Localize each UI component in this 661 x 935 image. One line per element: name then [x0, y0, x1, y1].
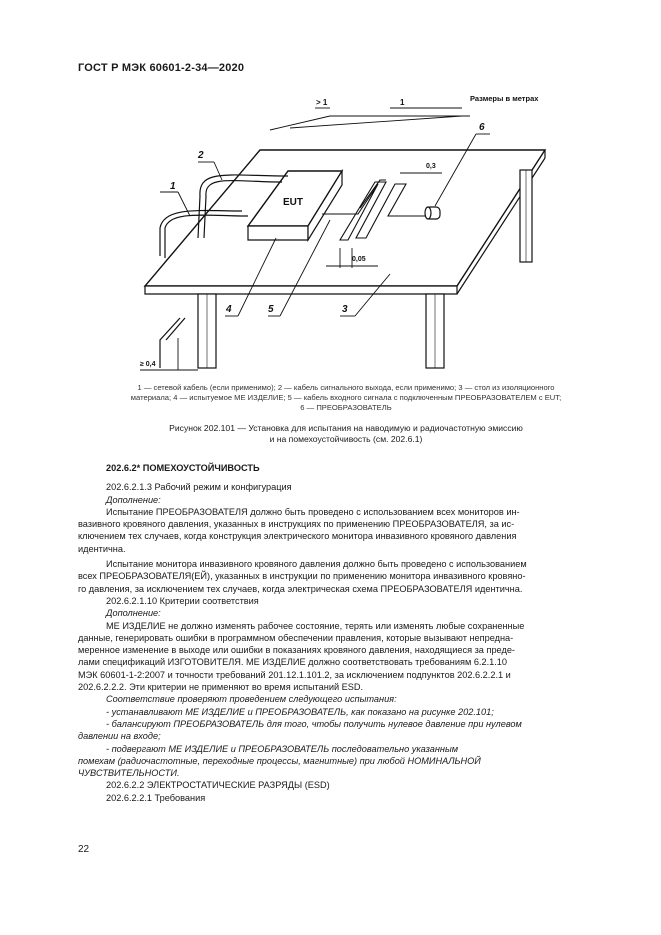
paragraph — [78, 620, 614, 694]
caption-line: Рисунок 202.101 — Установка для испытания на наводимую и радиочастотную эмиссию — [169, 423, 523, 433]
text-line: идентична. — [78, 543, 126, 554]
subsection-title: 202.6.2.1.3 Рабочий режим и конфигурация — [106, 482, 292, 493]
text-line: го давления, за исключением тех случаев, когда электрическая схема ПРЕОБРАЗОВАТЕЛЯ идентична. — [78, 583, 523, 594]
compliance-text: Соответствие проверяют проведением следующего испытания: — [106, 694, 397, 705]
dimension-1: 1 — [400, 98, 405, 107]
text-line: меренное изменение в выходе или ошибки в показаниях кровяного давления, находящиеся за преде- — [78, 645, 515, 656]
paragraph — [78, 506, 614, 555]
callout-3: 3 — [342, 304, 348, 315]
list-item — [78, 743, 614, 780]
document-body — [78, 462, 614, 804]
text-line: данные, генерировать ошибки в программном обеспечении правления, которые вызывают непредна- — [78, 632, 514, 643]
addition-label: Дополнение: — [106, 608, 161, 619]
text-line: - подвергают МЕ ИЗДЕЛИЕ и ПРЕОБРАЗОВАТЕЛЬ последовательно указанным — [106, 743, 459, 754]
legend-line: 1 — сетевой кабель (если применимо); 2 — кабель сигнального выхода, если применимо; 3 — стол из изоляционного — [137, 383, 555, 392]
legend-line: материала; 4 — испытуемое МЕ ИЗДЕЛИЕ; 5 — кабель входного сигнала с подключенным ПРЕОБРАЗОВАТЕЛЕМ с EUT; — [130, 393, 562, 402]
callout-2: 2 — [198, 150, 204, 161]
dimension-0-05: 0,05 — [352, 256, 366, 263]
test-setup-drawing — [90, 88, 580, 380]
page-number: 22 — [78, 844, 90, 855]
text-line: вазивного кровяного давления, указанных в инструкциях по применению ПРЕОБРАЗОВАТЕЛЯ, за ис- — [78, 519, 515, 530]
figure-caption — [98, 423, 594, 445]
text-line: - балансируют ПРЕОБРАЗОВАТЕЛЬ для того, чтобы получить нулевое давление при нулевом — [106, 718, 522, 729]
document-header: ГОСТ Р МЭК 60601-2-34—2020 — [78, 62, 245, 74]
eut-label: EUT — [283, 197, 303, 208]
text-line: МЭК 60601-1-2:2007 и точности требований 201.12.1.101.2, за исключением подпунктов 202.6.2.2.1 и — [78, 669, 511, 680]
legend-line: 6 — ПРЕОБРАЗОВАТЕЛЬ — [300, 403, 392, 412]
paragraph — [78, 558, 614, 595]
text-line: лами спецификаций ИЗГОТОВИТЕЛЯ. МЕ ИЗДЕЛИЕ должно соответствовать требованиям 6.2.1.10 — [78, 657, 508, 668]
caption-line: и на помехоустойчивость (см. 202.6.1) — [269, 434, 423, 444]
text-line: Испытание ПРЕОБРАЗОВАТЕЛЯ должно быть проведено с использованием всех мониторов ин- — [106, 506, 520, 517]
units-note: Размеры в метрах — [470, 94, 539, 103]
callout-5: 5 — [268, 304, 274, 315]
table-top-edge — [145, 286, 457, 294]
text-line: всех ПРЕОБРАЗОВАТЕЛЯ(ЕЙ), указанных в инструкции по применению монитора инвазивного кровяно- — [78, 571, 526, 582]
text-line: МЕ ИЗДЕЛИЕ не должно изменять рабочее состояние, терять или изменять любые сохраненные — [106, 620, 525, 631]
eut-front — [248, 226, 308, 240]
test-setup-figure — [90, 88, 580, 380]
text-line: ЧУВСТВИТЕЛЬНОСТИ. — [78, 768, 180, 779]
text-line: 202.6.2.2.2. Эти критерии не применяют во время испытаний ESD. — [78, 682, 364, 693]
subsection-title: 202.6.2.2 ЭЛЕКТРОСТАТИЧЕСКИЕ РАЗРЯДЫ (ESD) — [106, 780, 330, 791]
list-item — [78, 718, 614, 743]
dimension-ge-0-4: ≥ 0,4 — [140, 361, 156, 368]
addition-label: Дополнение: — [106, 494, 161, 505]
text-line: Испытание монитора инвазивного кровяного давления должно быть проведено с использованием — [106, 559, 527, 570]
callout-4: 4 — [226, 304, 232, 315]
callout-1: 1 — [170, 181, 176, 192]
text-line: ключением тех случаев, когда конструкция электрического монитора инвазивного кровяного давления — [78, 531, 517, 542]
list-item: - устанавливают МЕ ИЗДЕЛИЕ и ПРЕОБРАЗОВАТЕЛЬ, как показано на рисунке 202.101; — [106, 706, 494, 717]
dimension-0-3: 0,3 — [426, 163, 436, 170]
subsection-title: 202.6.2.2.1 Требования — [106, 792, 206, 803]
callout-6: 6 — [479, 122, 485, 133]
text-line: давлении на входе; — [78, 731, 161, 742]
text-line: помехам (радиочастотные, переходные процессы, магнитные) при любой НОМИНАЛЬНОЙ — [78, 755, 481, 766]
dimension-gt1: > 1 — [316, 98, 328, 107]
subsection-title: 202.6.2.1.10 Критерии соответствия — [106, 595, 259, 606]
figure-legend — [98, 383, 594, 413]
section-heading: 202.6.2* ПОМЕХОУСТОЙЧИВОСТЬ — [106, 463, 260, 473]
